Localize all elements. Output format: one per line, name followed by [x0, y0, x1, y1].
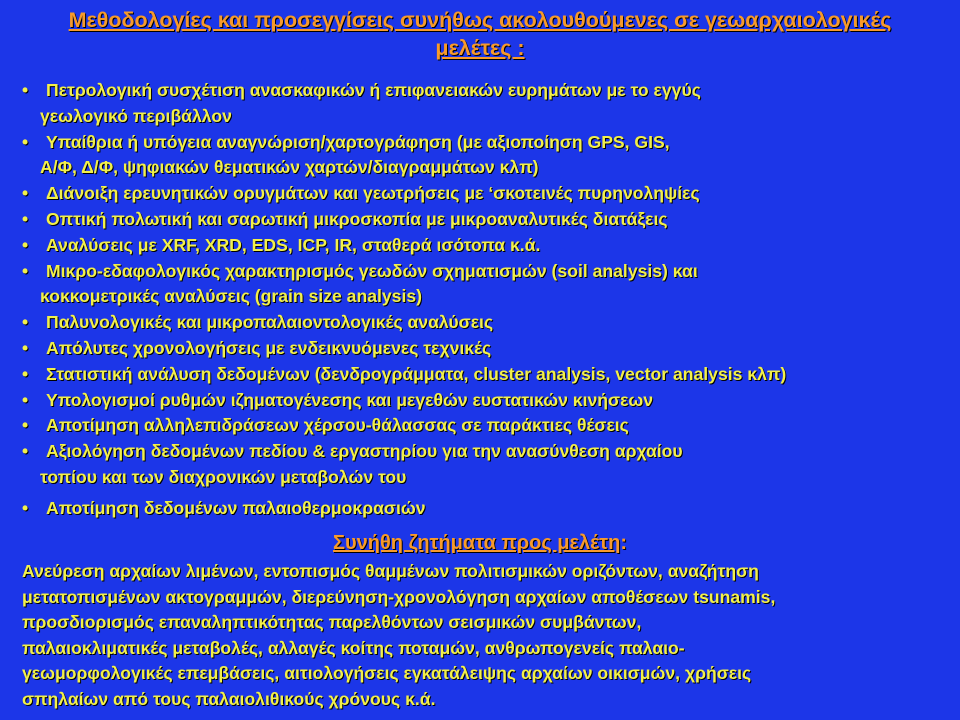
- list-item-continuation: γεωλογικό περιβάλλον: [40, 105, 232, 126]
- list-item: [22, 496, 952, 522]
- list-item: [22, 233, 952, 259]
- bullet-icon: •: [22, 497, 29, 518]
- list-item: [22, 207, 952, 233]
- list-item-text: Μικρο-εδαφολογικός χαρακτηρισμός γεωδών σχηματισμών (soil analysis) και: [46, 260, 698, 281]
- bullet-icon: •: [22, 234, 29, 255]
- list-item: [22, 439, 952, 491]
- list-item-text: Υπολογισμοί ρυθμών ιζηματογένεσης και μεγεθών ευστατικών κινήσεων: [46, 389, 654, 410]
- paragraph-line: γεωμορφολογικές επεμβάσεις, αιτιολογήσεις εγκατάλειψης αρχαίων οικισμών, χρήσεις: [22, 663, 752, 684]
- slide-title: [0, 6, 960, 62]
- list-item: [22, 388, 952, 414]
- methodology-list: [22, 78, 952, 522]
- subtitle: [0, 530, 960, 556]
- paragraph-line: προσδιορισμός επαναληπτικότητας παρελθόντων σεισμικών συμβάντων,: [22, 612, 642, 633]
- list-item-continuation: τοπίου και των διαχρονικών μεταβολών του: [40, 466, 407, 487]
- bullet-icon: •: [22, 80, 29, 100]
- list-item: [22, 336, 952, 362]
- list-item: [22, 78, 952, 130]
- bullet-icon: •: [22, 183, 29, 204]
- subtitle-text: Συνήθη ζητήματα προς μελέτη: [333, 532, 621, 554]
- bullet-icon: •: [22, 363, 29, 384]
- list-item: [22, 181, 952, 207]
- bullet-icon: •: [22, 337, 29, 358]
- paragraph-line: παλαιοκλιματικές μεταβολές, αλλαγές κοίτης ποταμών, ανθρωπογενείς παλαιο-: [22, 637, 685, 658]
- list-item: [22, 310, 952, 336]
- list-item-text: Οπτική πολωτική και σαρωτική μικροσκοπία με μικροαναλυτικές διατάξεις: [46, 208, 668, 229]
- topics-paragraph: [22, 559, 952, 713]
- list-item-text: Υπαίθρια ή υπόγεια αναγνώριση/χαρτογράφηση (με αξιοποίηση GPS, GIS,: [46, 131, 670, 152]
- bullet-icon: •: [22, 312, 29, 333]
- paragraph-line: Ανεύρεση αρχαίων λιμένων, εντοπισμός θαμμένων πολιτισμικών οριζόντων, αναζήτηση: [22, 561, 759, 581]
- list-item-text: Απόλυτες χρονολογήσεις με ενδεικνυόμενες τεχνικές: [46, 337, 492, 358]
- list-item-text: Πετρολογική συσχέτιση ανασκαφικών ή επιφανειακών ευρημάτων με το εγγύς: [46, 80, 701, 100]
- bullet-icon: •: [22, 260, 29, 281]
- list-item-text: Στατιστική ανάλυση δεδομένων (δενδρογράμματα, cluster analysis, vector analysis κλπ): [46, 363, 787, 384]
- list-item-text: Διάνοιξη ερευνητικών ορυγμάτων και γεωτρήσεις με ‘σκοτεινές πυρηνοληψίες: [46, 183, 700, 204]
- list-item-continuation: κοκκομετρικές αναλύσεις (grain size analysis): [40, 286, 422, 307]
- bullet-icon: •: [22, 208, 29, 229]
- list-item: [22, 362, 952, 388]
- bullet-icon: •: [22, 441, 29, 462]
- list-item-text: Αποτίμηση αλληλεπιδράσεων χέρσου-θάλασσας σε παράκτιες θέσεις: [46, 415, 629, 436]
- list-item: [22, 413, 952, 439]
- list-item: [22, 259, 952, 311]
- list-item-text: Παλυνολογικές και μικροπαλαιοντολογικές αναλύσεις: [46, 312, 494, 333]
- list-item-text: Αξιολόγηση δεδομένων πεδίου & εργαστηρίου για την ανασύνθεση αρχαίου: [46, 441, 683, 462]
- list-item-text: Αναλύσεις με XRF, XRD, EDS, ICP, IR, σταθερά ισότοπα κ.ά.: [46, 234, 541, 255]
- bullet-icon: •: [22, 415, 29, 436]
- bullet-icon: •: [22, 131, 29, 152]
- list-item-text: Αποτίμηση δεδομένων παλαιοθερμοκρασιών: [46, 497, 426, 518]
- list-item-continuation: Α/Φ, Δ/Φ, ψηφιακών θεματικών χαρτών/διαγραμμάτων κλπ): [40, 157, 539, 178]
- title-line-2: μελέτες :: [435, 36, 525, 60]
- title-line-1: Μεθοδολογίες και προσεγγίσεις συνήθως ακολουθούμενες σε γεωαρχαιολογικές: [68, 8, 892, 32]
- paragraph-line: σπηλαίων από τους παλαιολιθικούς χρόνους κ.ά.: [22, 688, 436, 709]
- list-item: [22, 130, 952, 182]
- bullet-icon: •: [22, 389, 29, 410]
- paragraph-line: μετατοπισμένων ακτογραμμών, διερεύνηση-χρονολόγηση αρχαίων αποθέσεων tsunamis,: [22, 586, 776, 607]
- subtitle-colon: :: [620, 532, 627, 554]
